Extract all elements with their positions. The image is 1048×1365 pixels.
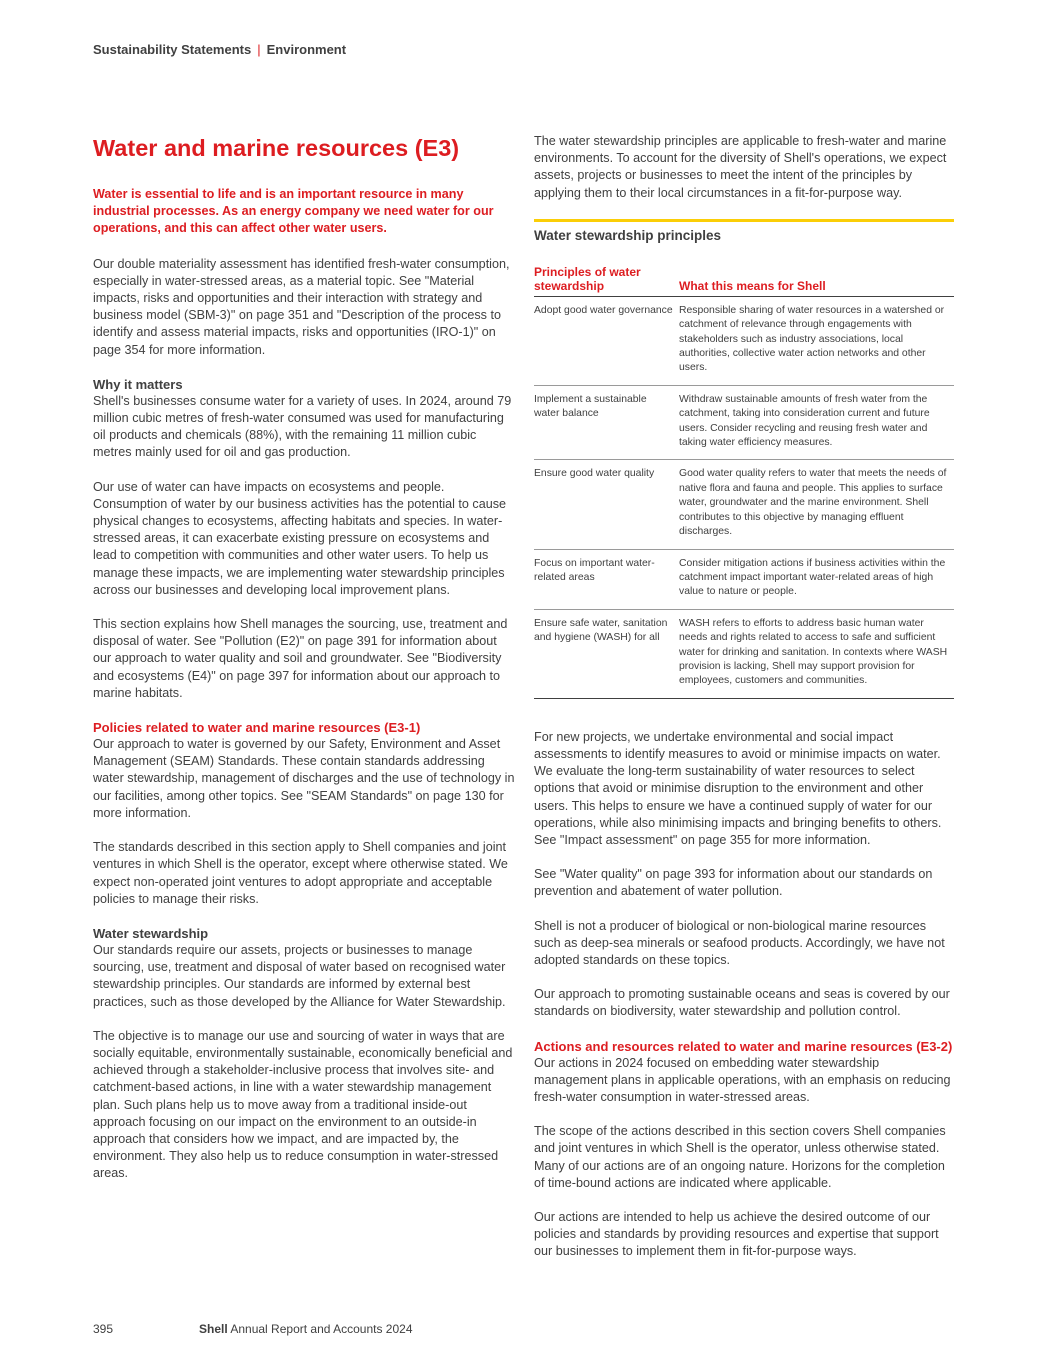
why-paragraph-3: This section explains how Shell manages the sourcing, use, treatment and disposal of water. See "Pollution (E2)" on page 391 for information about our approach to water quality and soil and groundwater. See "Biodiversity and ecosystems (E4)" on page 397 for information about our approach to marine habitats. <box>93 617 508 700</box>
impact-assessment-paragraph: For new projects, we undertake environmental and social impact assessments to identify measures to avoid or minimise impacts on water. We evaluate the long-term sustainability of water resources to select options that avoid or minimise disruption to the environment and other users. This helps to ensure we have a continued supply of water for our operations, while also minimising impacts and bringing benefits to others. See "Impact assessment" on page 355 for more information. <box>534 729 942 847</box>
water-stewardship-paragraph-1: Our standards require our assets, projects or businesses to manage sourcing, use, treatment and disposal of water based on recognised water stewardship principles. Our standards are informed by external best practices, such as those developed by the Alliance for Water Stewardship. <box>93 942 506 1009</box>
page-header <box>93 42 346 57</box>
table-cell-principle: Implement a sustainable water balance <box>534 385 679 460</box>
table-cell-principle: Ensure good water quality <box>534 460 679 549</box>
marine-resources-paragraph: Shell is not a producer of biological or non-biological marine resources such as deep-sea minerals or seafood products. Accordingly, we have not adopted standards on these topics. <box>534 918 945 967</box>
table-row <box>534 296 954 385</box>
table-row <box>534 549 954 609</box>
water-stewardship-heading: Water stewardship <box>93 925 209 941</box>
why-paragraph-1: Shell's businesses consume water for a variety of uses. In 2024, around 79 million cubic metres of fresh-water consumed was used for manufacturing oil products and chemicals (88%), with the remaining 11 million cubic metres mainly used for oil and gas production. <box>93 393 512 460</box>
actions-paragraph-2: The scope of the actions described in this section covers Shell companies and joint ventures in which Shell is the operator, unless otherwise stated. Many of our actions are of an ongoing nature. Horizons for the completion of time-bound actions are indicated where applicable. <box>534 1124 946 1190</box>
policies-paragraph-1: Our approach to water is governed by our Safety, Environment and Asset Management (SEAM) Standards. These contain standards addressing water stewardship, management of discharges and the use of technology in our facilities, among other topics. See "SEAM Standards" on page 130 for more information. <box>93 737 515 820</box>
page-footer <box>93 1322 413 1336</box>
policies-heading: Policies related to water and marine resources (E3-1) <box>93 720 421 736</box>
policies-paragraph-2: The standards described in this section apply to Shell companies and joint ventures in which Shell is the operator, except where otherwise stated. We expect non-operated joint ventures to adopt appropriate and acceptable policies to manage their risks. <box>93 840 508 906</box>
water-quality-paragraph: See "Water quality" on page 393 for information about our standards on prevention and abatement of water pollution. <box>534 867 933 899</box>
actions-heading: Actions and resources related to water and marine resources (E3-2) <box>534 1038 953 1054</box>
page-title: Water and marine resources (E3) <box>93 135 460 161</box>
table-row <box>534 609 954 698</box>
table-cell-meaning: WASH refers to efforts to address basic human water needs and rights related to access to safe and sufficient water for drinking and sanitation. In contexts where WASH provision is lacking, Shell may support provision for employees, customers and communities. <box>679 609 954 698</box>
table-header-row <box>534 265 954 297</box>
table-cell-meaning: Responsible sharing of water resources in a watershed or catchment of relevance through engagements with stakeholders such as industry associations, local authorities, collective water action networks and other users. <box>679 296 954 385</box>
why-paragraph-2: Our use of water can have impacts on ecosystems and people. Consumption of water by our business activities has the potential to cause physical changes to ecosystems, affecting habitats and species. In water-stressed areas, it can exacerbate existing pressure on ecosystems and lead to competition with communities and other water users. To help us manage these impacts, we are implementing water stewardship principles across our businesses and developing local improvement plans. <box>93 479 507 597</box>
table-cell-meaning: Good water quality refers to water that meets the needs of native flora and fauna and people. This applies to surface water, groundwater and the marine environment. Shell contributes to this objective by managing effluent discharges. <box>679 460 954 549</box>
table-cell-principle: Ensure safe water, sanitation and hygiene (WASH) for all <box>534 609 679 698</box>
right-column <box>534 133 954 1278</box>
page-number: 395 <box>93 1322 114 1336</box>
principles-table-title: Water stewardship principles <box>534 219 954 245</box>
table-row <box>534 460 954 549</box>
table-header-meaning: What this means for Shell <box>679 265 954 297</box>
why-it-matters-heading: Why it matters <box>93 376 183 392</box>
left-column <box>93 133 515 1200</box>
oceans-paragraph: Our approach to promoting sustainable oceans and seas is covered by our standards on biodiversity, water stewardship and pollution control. <box>534 987 950 1019</box>
principles-table <box>534 265 954 699</box>
brand-name: Shell <box>199 1322 228 1336</box>
actions-paragraph-1: Our actions in 2024 focused on embedding water stewardship management plans in applicable operations, with an emphasis on reducing fresh-water consumption in water-stressed areas. <box>534 1055 951 1104</box>
header-section: Sustainability Statements <box>93 42 252 57</box>
table-cell-principle: Focus on important water-related areas <box>534 549 679 609</box>
header-subsection: Environment <box>266 42 347 57</box>
table-cell-meaning: Withdraw sustainable amounts of fresh water from the catchment, taking into consideration current and future users. Consider recycling and reusing fresh water and taking water efficiency measures. <box>679 385 954 460</box>
intro-paragraph: Water is essential to life and is an important resource in many industrial processes. As an energy company we need water for our operations, and this can affect other water users. <box>93 187 494 236</box>
footer-brand <box>199 1322 413 1336</box>
report-name: Annual Report and Accounts 2024 <box>230 1322 413 1336</box>
water-stewardship-paragraph-2: The objective is to manage our use and sourcing of water in ways that are socially equitable, environmentally sustainable, economically beneficial and achieved through a stakeholder-inclusive process that involves site- and catchment-based actions, in line with a water stewardship management plan. Such plans help us to move away from a traditional inside-out approach focusing on our impact on the environment to an outside-in approach that considers how we impact, and are impacted by, the environment. They also help us to reduce consumption in water-stressed areas. <box>93 1028 513 1181</box>
header-separator: | <box>257 42 261 57</box>
table-row <box>534 385 954 460</box>
table-header-principle: Principles of water stewardship <box>534 265 679 297</box>
table-cell-meaning: Consider mitigation actions if business activities within the catchment impact important water-related areas of high value to nature or people. <box>679 549 954 609</box>
materiality-paragraph: Our double materiality assessment has identified fresh-water consumption, especially in water-stressed areas, as a material topic. See "Material impacts, risks and opportunities and their interaction with strategy and business model (SBM-3)" on page 351 and "Description of the process to identify and assess material impacts, risks and opportunities (IRO-1)" on page 354 for more information. <box>93 256 510 357</box>
principles-applicability-paragraph: The water stewardship principles are applicable to fresh-water and marine environments. To account for the diversity of Shell's operations, we expect assets, projects or businesses to meet the intent of the principles by applying them to their local circumstances in a fit-for-purpose way. <box>534 134 947 200</box>
table-cell-principle: Adopt good water governance <box>534 296 679 385</box>
actions-paragraph-3: Our actions are intended to help us achieve the desired outcome of our policies and standards by providing resources and expertise that support our businesses to implement them in fit-for-purpose ways. <box>534 1210 939 1259</box>
